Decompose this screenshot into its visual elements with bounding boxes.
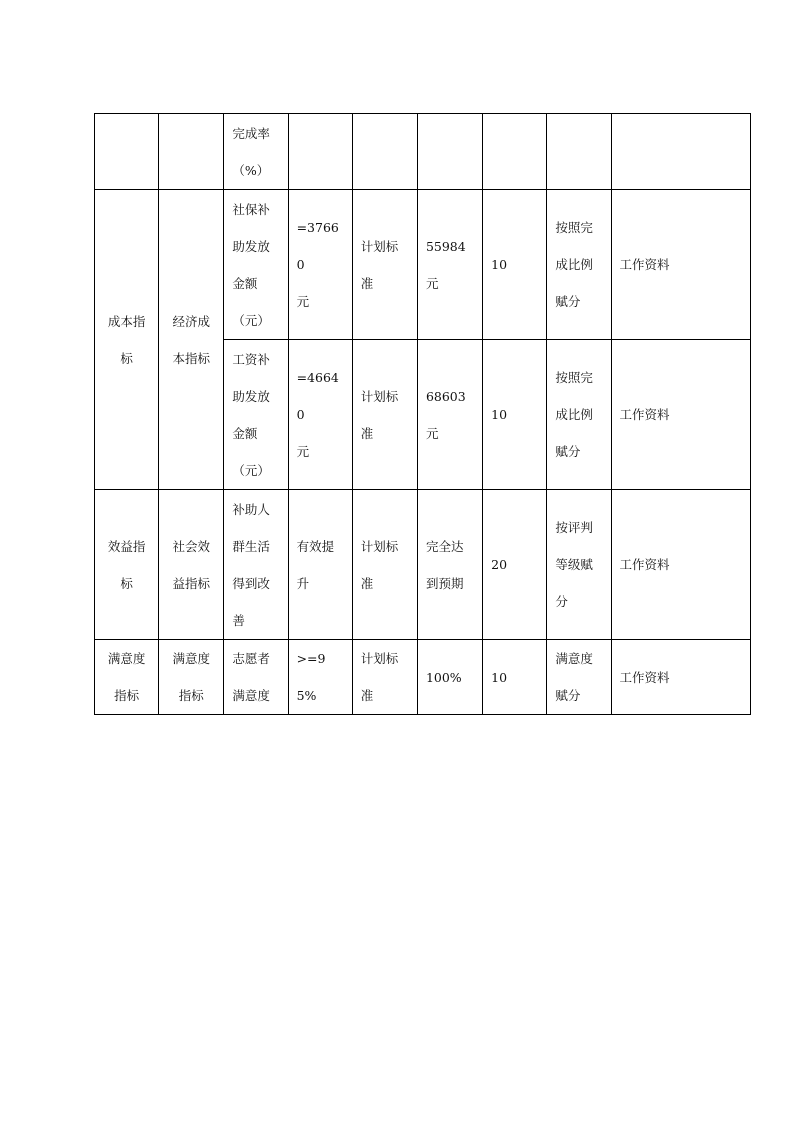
table-row [95,490,751,640]
scoring-text: 按照完 成比例 赋分 [555,370,593,459]
weight-text: 10 [491,407,508,422]
level1-cell [95,190,159,490]
target-text: =37660 元 [296,220,339,309]
performance-indicator-table [94,113,751,715]
weight-cell [483,114,547,190]
target-cell [288,114,352,190]
indicator-cell [224,340,288,490]
target-text: =46640 元 [296,370,339,459]
weight-text: 10 [491,257,508,272]
level2-cell [159,114,224,190]
level1-text: 效益指 标 [107,538,146,591]
actual-cell [417,340,482,490]
source-text: 工作资料 [619,407,670,422]
level2-text: 经济成 本指标 [172,313,211,366]
target-text: 有效提 升 [296,538,335,591]
level1-cell [95,640,159,715]
scoring-cell [547,114,611,190]
indicator-text: 工资补 助发放 金额 （元） [232,351,270,478]
scoring-cell [547,490,611,640]
level1-cell [95,490,159,640]
actual-text: 68603 元 [425,388,466,441]
indicator-cell [224,114,288,190]
table-row [95,114,751,190]
standard-text: 计划标 准 [360,538,399,591]
weight-text: 10 [491,669,508,685]
actual-cell [417,114,482,190]
target-cell [288,490,352,640]
actual-cell [417,640,482,715]
standard-text: 计划标 准 [360,238,399,291]
source-text: 工作资料 [619,669,670,685]
scoring-cell [547,640,611,715]
actual-text: 完全达 到预期 [425,538,464,591]
level1-text: 满意度 指标 [107,651,146,703]
standard-text: 计划标 准 [360,651,399,703]
scoring-text: 按评判 等级赋 分 [555,520,593,609]
standard-cell [352,490,417,640]
scoring-text: 满意度 赋分 [555,651,593,703]
standard-text: 计划标 准 [360,388,399,441]
indicator-text: 志愿者 满意度 [232,651,270,703]
target-cell [288,190,352,340]
target-cell [288,640,352,715]
indicator-text: 社保补 助发放 金额 （元） [232,201,270,328]
actual-text: 100% [425,669,462,685]
target-cell [288,340,352,490]
standard-cell [352,190,417,340]
indicator-cell [224,490,288,640]
indicator-cell [224,190,288,340]
weight-cell [483,340,547,490]
level2-cell [159,640,224,715]
standard-cell [352,114,417,190]
source-text: 工作资料 [619,257,670,272]
weight-cell [483,490,547,640]
indicator-text: 完成率 （%） [232,125,270,178]
indicator-cell [224,640,288,715]
standard-cell [352,640,417,715]
source-cell [611,640,751,715]
level1-text: 成本指 标 [107,313,146,366]
source-text: 工作资料 [619,557,670,572]
table-row [95,190,751,340]
level2-text: 社会效 益指标 [172,538,211,591]
weight-text: 20 [491,557,508,572]
indicator-text: 补助人 群生活 得到改 善 [232,501,270,628]
weight-cell [483,640,547,715]
level2-cell [159,490,224,640]
source-cell [611,340,751,490]
level2-text: 满意度 指标 [172,651,211,703]
actual-cell [417,190,482,340]
source-cell [611,490,751,640]
scoring-cell [547,190,611,340]
actual-cell [417,490,482,640]
source-cell [611,114,751,190]
weight-cell [483,190,547,340]
source-cell [611,190,751,340]
scoring-cell [547,340,611,490]
table-row [95,640,751,715]
level2-cell [159,190,224,490]
actual-text: 55984 元 [425,238,466,291]
target-text: >=95% [296,651,326,703]
level1-cell [95,114,159,190]
scoring-text: 按照完 成比例 赋分 [555,220,593,309]
standard-cell [352,340,417,490]
